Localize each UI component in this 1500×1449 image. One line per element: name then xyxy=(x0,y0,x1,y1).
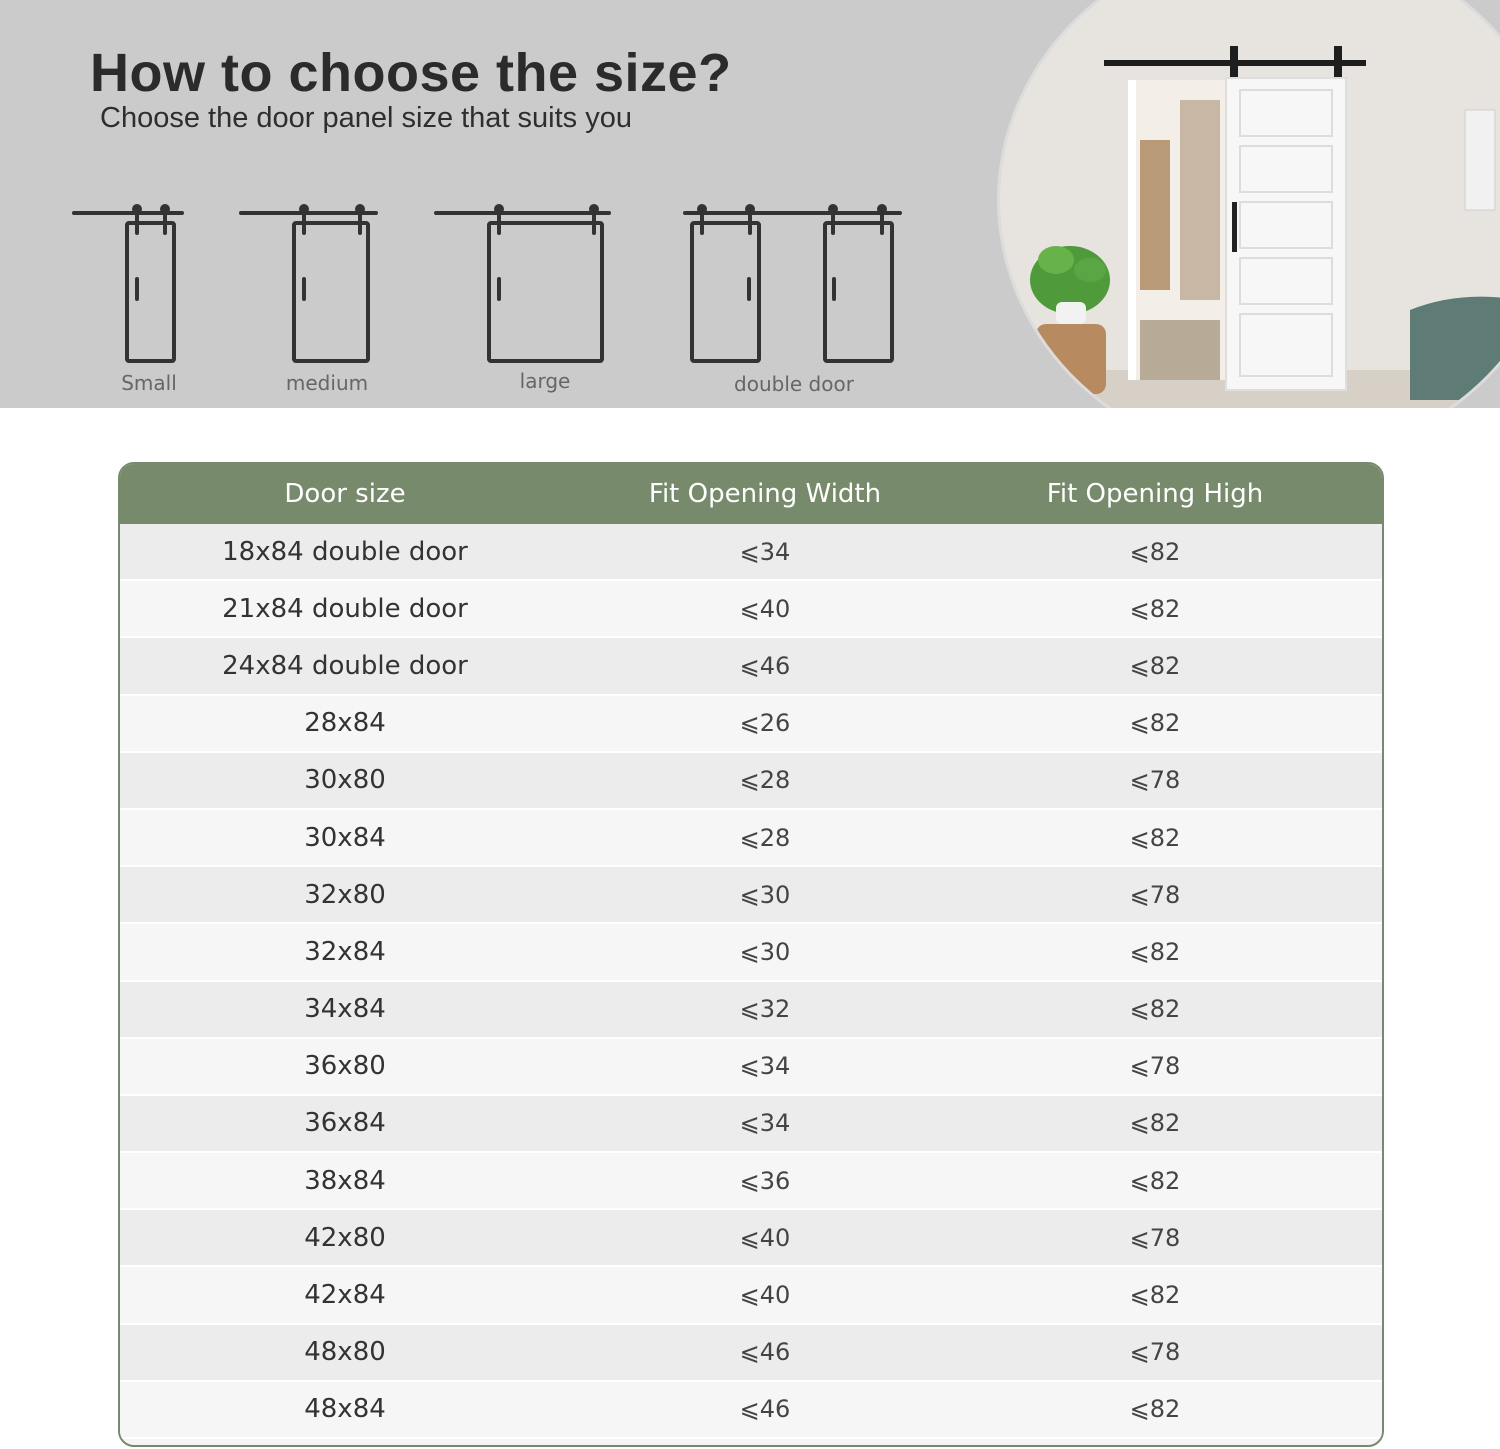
cell-door-size: 42x84 xyxy=(304,1280,386,1311)
cell-door-size: 30x84 xyxy=(304,822,386,853)
cell-fit-opening-high: ⩽78 xyxy=(1129,880,1181,909)
small-door-label: Small xyxy=(121,371,177,395)
table-row xyxy=(120,1039,1382,1096)
cell-door-size: 36x80 xyxy=(304,1051,386,1082)
cell-door-size: 48x80 xyxy=(304,1337,386,1368)
page-title: How to choose the size? xyxy=(90,43,732,103)
cell-fit-opening-high: ⩽78 xyxy=(1129,766,1181,795)
table-row xyxy=(120,1210,1382,1267)
cell-fit-opening-width: ⩽40 xyxy=(739,594,791,623)
table-row xyxy=(120,1325,1382,1382)
cell-fit-opening-width: ⩽28 xyxy=(739,766,791,795)
cell-fit-opening-width: ⩽36 xyxy=(739,1166,791,1195)
cell-door-size: 28x84 xyxy=(304,708,386,739)
header-fit-opening-high: Fit Opening High xyxy=(1046,479,1264,509)
table-body xyxy=(120,524,1382,1439)
cell-fit-opening-high: ⩽82 xyxy=(1129,594,1181,623)
cell-fit-opening-width: ⩽30 xyxy=(739,937,791,966)
table-row xyxy=(120,753,1382,810)
cell-door-size: 30x80 xyxy=(304,765,386,796)
cell-fit-opening-high: ⩽82 xyxy=(1129,937,1181,966)
table-row xyxy=(120,1096,1382,1153)
cell-door-size: 48x84 xyxy=(304,1394,386,1425)
medium-door-label: medium xyxy=(285,371,369,395)
small-door-icon xyxy=(74,206,182,361)
cell-door-size: 18x84 double door xyxy=(222,536,468,567)
cell-fit-opening-high: ⩽82 xyxy=(1129,1281,1181,1310)
table-row xyxy=(120,696,1382,753)
cell-fit-opening-high: ⩽78 xyxy=(1129,1052,1181,1081)
cell-door-size: 38x84 xyxy=(304,1165,386,1196)
table-header xyxy=(120,464,1382,524)
table-row xyxy=(120,524,1382,581)
cell-door-size: 24x84 double door xyxy=(222,650,468,681)
cell-fit-opening-high: ⩽82 xyxy=(1129,709,1181,738)
table-row xyxy=(120,810,1382,867)
cell-fit-opening-high: ⩽82 xyxy=(1129,1166,1181,1195)
cell-door-size: 36x84 xyxy=(304,1108,386,1139)
cell-fit-opening-width: ⩽46 xyxy=(739,651,791,680)
table-row xyxy=(120,638,1382,695)
cell-fit-opening-width: ⩽40 xyxy=(739,1223,791,1252)
cell-fit-opening-high: ⩽82 xyxy=(1129,995,1181,1024)
cell-fit-opening-width: ⩽34 xyxy=(739,1109,791,1138)
cell-fit-opening-high: ⩽82 xyxy=(1129,651,1181,680)
table-row xyxy=(120,867,1382,924)
table-row xyxy=(120,982,1382,1039)
cell-fit-opening-width: ⩽46 xyxy=(739,1338,791,1367)
cell-fit-opening-high: ⩽78 xyxy=(1129,1223,1181,1252)
cell-fit-opening-high: ⩽82 xyxy=(1129,1395,1181,1424)
cell-door-size: 34x84 xyxy=(304,994,386,1025)
cell-fit-opening-high: ⩽78 xyxy=(1129,1338,1181,1367)
cell-fit-opening-width: ⩽26 xyxy=(739,709,791,738)
cell-fit-opening-width: ⩽34 xyxy=(739,1052,791,1081)
cell-fit-opening-high: ⩽82 xyxy=(1129,1109,1181,1138)
door-size-diagram xyxy=(60,195,920,405)
table-row xyxy=(120,1153,1382,1210)
door-size-diagram-graphic xyxy=(60,195,920,375)
double-door-label: double door xyxy=(734,372,854,396)
cell-fit-opening-high: ⩽82 xyxy=(1129,537,1181,566)
cell-door-size: 32x84 xyxy=(304,936,386,967)
cell-door-size: 21x84 double door xyxy=(222,593,468,624)
table-row xyxy=(120,924,1382,981)
table-row xyxy=(120,1382,1382,1439)
barn-door-room-photo xyxy=(1000,0,1500,408)
cell-door-size: 32x80 xyxy=(304,879,386,910)
size-guide-banner xyxy=(0,0,1500,408)
cell-fit-opening-high: ⩽82 xyxy=(1129,823,1181,852)
cell-fit-opening-width: ⩽28 xyxy=(739,823,791,852)
header-fit-opening-width: Fit Opening Width xyxy=(648,479,882,509)
large-door-icon xyxy=(436,206,609,361)
header-door-size: Door size xyxy=(284,479,406,509)
cell-fit-opening-width: ⩽46 xyxy=(739,1395,791,1424)
page-subtitle: Choose the door panel size that suits you xyxy=(100,102,632,134)
size-table xyxy=(118,462,1384,1447)
table-row xyxy=(120,581,1382,638)
cell-fit-opening-width: ⩽30 xyxy=(739,880,791,909)
large-door-label: large xyxy=(519,369,571,393)
medium-door-icon xyxy=(241,206,376,361)
cell-door-size: 42x80 xyxy=(304,1222,386,1253)
cell-fit-opening-width: ⩽32 xyxy=(739,995,791,1024)
cell-fit-opening-width: ⩽40 xyxy=(739,1281,791,1310)
cell-fit-opening-width: ⩽34 xyxy=(739,537,791,566)
table-row xyxy=(120,1267,1382,1324)
double-door-icon xyxy=(685,206,900,361)
